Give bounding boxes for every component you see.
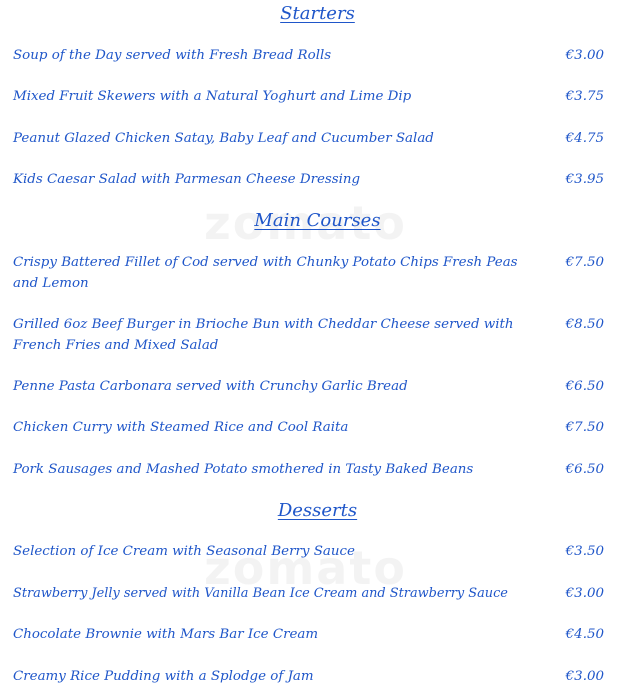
menu-item-name: Chicken Curry with Steamed Rice and Cool Raita [13,420,349,435]
section-title-main-courses: Main Courses [254,210,381,231]
menu-item-name: Strawberry Jelly served with Vanilla Bean Ice Cream and Strawberry Sauce [13,586,508,601]
menu-item-price: €3.00 [565,48,604,63]
menu-item-name: Pork Sausages and Mashed Potato smothered in Tasty Baked Beans [13,462,474,477]
menu-item-price: €3.50 [565,544,604,559]
menu-item-price: €4.50 [565,627,604,642]
menu-item [13,417,613,438]
menu-item-name: Soup of the Day served with Fresh Bread Rolls [13,48,332,63]
menu-item [13,376,613,397]
section-title-starters: Starters [280,3,355,24]
menu-item-price: €7.50 [565,420,604,435]
menu-item [13,252,613,294]
menu-item [13,86,613,107]
menu-item-name: Creamy Rice Pudding with a Splodge of Jam [13,669,314,684]
menu-item [13,541,613,562]
menu-item [13,169,613,190]
menu-item [13,45,613,66]
menu-item-price: €7.50 [565,255,604,270]
menu-item [13,624,613,645]
menu-item-price: €6.50 [565,462,604,477]
menu-item [13,314,613,356]
menu-item-name: Crispy Battered Fillet of Cod served with Chunky Potato Chips Fresh Peas and Lemon [13,255,518,291]
menu-item-price: €3.75 [565,89,604,104]
menu-item-price: €3.95 [565,172,604,187]
menu-item-name: Penne Pasta Carbonara served with Crunchy Garlic Bread [13,379,408,394]
menu-item-name: Grilled 6oz Beef Burger in Brioche Bun with Cheddar Cheese served with French Fries and Mixed Salad [13,317,514,353]
menu-item [13,666,613,687]
menu-item [13,583,613,604]
menu-item-price: €6.50 [565,379,604,394]
menu-item-name: Kids Caesar Salad with Parmesan Cheese Dressing [13,172,361,187]
menu-item-name: Chocolate Brownie with Mars Bar Ice Cream [13,627,319,642]
menu-item-name: Peanut Glazed Chicken Satay, Baby Leaf and Cucumber Salad [13,131,434,146]
menu-item-price: €3.00 [565,586,604,601]
menu-item-name: Selection of Ice Cream with Seasonal Berry Sauce [13,544,355,559]
menu-item-price: €4.75 [565,131,604,146]
menu-item [13,128,613,149]
menu-item-price: €3.00 [565,669,604,684]
menu-item-name: Mixed Fruit Skewers with a Natural Yoghurt and Lime Dip [13,89,412,104]
menu-item [13,459,613,480]
menu-item-price: €8.50 [565,317,604,332]
section-title-desserts: Desserts [277,500,358,521]
